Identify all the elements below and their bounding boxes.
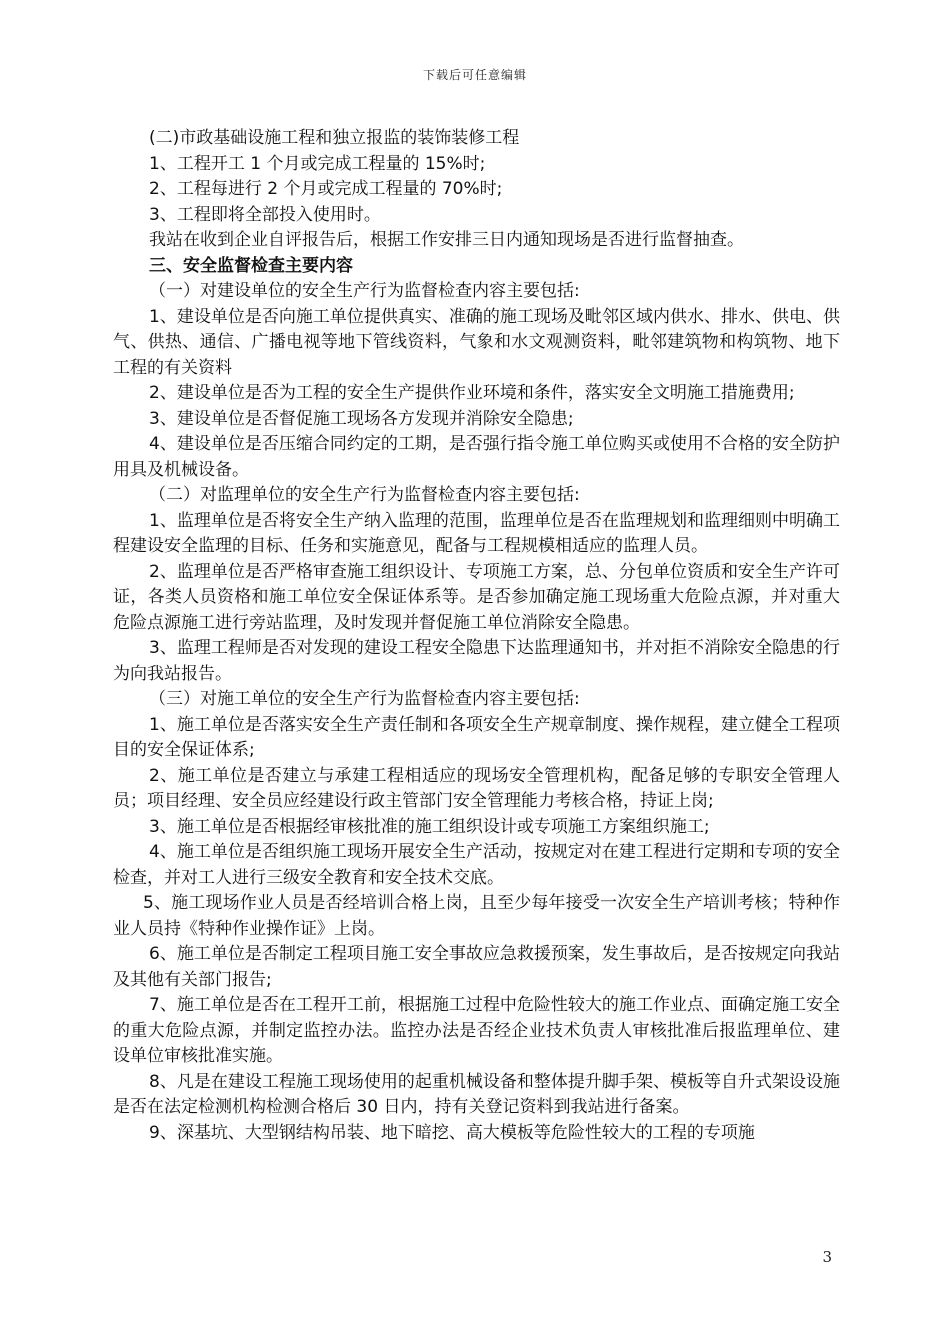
paragraph: 我站在收到企业自评报告后，根据工作安排三日内通知现场是否进行监督抽查。 bbox=[149, 230, 744, 250]
list-item: 2、施工单位是否建立与承建工程相适应的现场安全管理机构，配备足够的专职安全管理人员；项目经理、安全员应经建设行政主管部门安全管理能力考核合格，持证上岗; bbox=[113, 765, 840, 811]
list-item: 1、建设单位是否向施工单位提供真实、准确的施工现场及毗邻区域内供水、排水、供电、供气、供热、通信、广播电视等地下管线资料，气象和水文观测资料，毗邻建筑物和构筑物、地下工程的有关资料 bbox=[113, 306, 840, 378]
section-subheading: （二）对监理单位的安全生产行为监督检查内容主要包括: bbox=[149, 485, 580, 505]
section-subheading: (二)市政基础设施工程和独立报监的装饰装修工程 bbox=[149, 128, 520, 148]
list-item: 1、施工单位是否落实安全生产责任制和各项安全生产规章制度、操作规程，建立健全工程项目的安全保证体系; bbox=[113, 714, 840, 760]
list-item: 4、施工单位是否组织施工现场开展安全生产活动，按规定对在建工程进行定期和专项的安全检查，并对工人进行三级安全教育和安全技术交底。 bbox=[113, 842, 840, 888]
list-item: 2、监理单位是否严格审查施工组织设计、专项施工方案，总、分包单位资质和安全生产许可证，各类人员资格和施工单位安全保证体系等。是否参加确定施工现场重大危险点源，并对重大危险点源施工进行旁站监理，及时发现并督促施工单位消除安全隐患。 bbox=[113, 561, 840, 633]
page-number: 3 bbox=[822, 1248, 832, 1266]
document-body bbox=[113, 126, 840, 1146]
list-item: 5、施工现场作业人员是否经培训合格上岗，且至少每年接受一次安全生产培训考核；特种作业人员持《特种作业操作证》上岗。 bbox=[113, 893, 840, 939]
list-item: 8、凡是在建设工程施工现场使用的起重机械设备和整体提升脚手架、模板等自升式架设设施是否在法定检测机构检测合格后 30 日内，持有关登记资料到我站进行备案。 bbox=[113, 1071, 840, 1117]
list-item: 4、建设单位是否压缩合同约定的工期，是否强行指令施工单位购买或使用不合格的安全防护用具及机械设备。 bbox=[113, 434, 840, 480]
list-item: 3、工程即将全部投入使用时。 bbox=[149, 204, 381, 225]
list-item: 1、监理单位是否将安全生产纳入监理的范围，监理单位是否在监理规划和监理细则中明确工程建设安全监理的目标、任务和实施意见，配备与工程规模相适应的监理人员。 bbox=[113, 510, 840, 556]
list-item: 6、施工单位是否制定工程项目施工安全事故应急救援预案，发生事故后，是否按规定向我站及其他有关部门报告; bbox=[113, 944, 840, 990]
list-item: 7、施工单位是否在工程开工前，根据施工过程中危险性较大的施工作业点、面确定施工安全的重大危险点源，并制定监控办法。监控办法是否经企业技术负责人审核批准后报监理单位、建设单位审核批准实施。 bbox=[113, 995, 840, 1066]
list-item: 9、深基坑、大型钢结构吊装、地下暗挖、高大模板等危险性较大的工程的专项施 bbox=[149, 1122, 755, 1143]
list-item: 3、施工单位是否根据经审核批准的施工组织设计或专项施工方案组织施工; bbox=[149, 816, 710, 837]
list-item: 3、监理工程师是否对发现的建设工程安全隐患下达监理通知书，并对拒不消除安全隐患的行为向我站报告。 bbox=[113, 638, 840, 684]
list-item: 2、建设单位是否为工程的安全生产提供作业环境和条件，落实安全文明施工措施费用; bbox=[149, 383, 795, 403]
list-item: 1、工程开工 1 个月或完成工程量的 15%时; bbox=[149, 153, 486, 174]
section-subheading: （一）对建设单位的安全生产行为监督检查内容主要包括: bbox=[149, 281, 580, 301]
section-subheading: （三）对施工单位的安全生产行为监督检查内容主要包括: bbox=[149, 689, 580, 709]
section-heading: 三、安全监督检查主要内容 bbox=[149, 255, 353, 276]
list-item: 2、工程每进行 2 个月或完成工程量的 70%时; bbox=[149, 179, 503, 199]
list-item: 3、建设单位是否督促施工现场各方发现并消除安全隐患; bbox=[149, 408, 574, 429]
page-header: 下载后可任意编辑 bbox=[422, 68, 527, 82]
